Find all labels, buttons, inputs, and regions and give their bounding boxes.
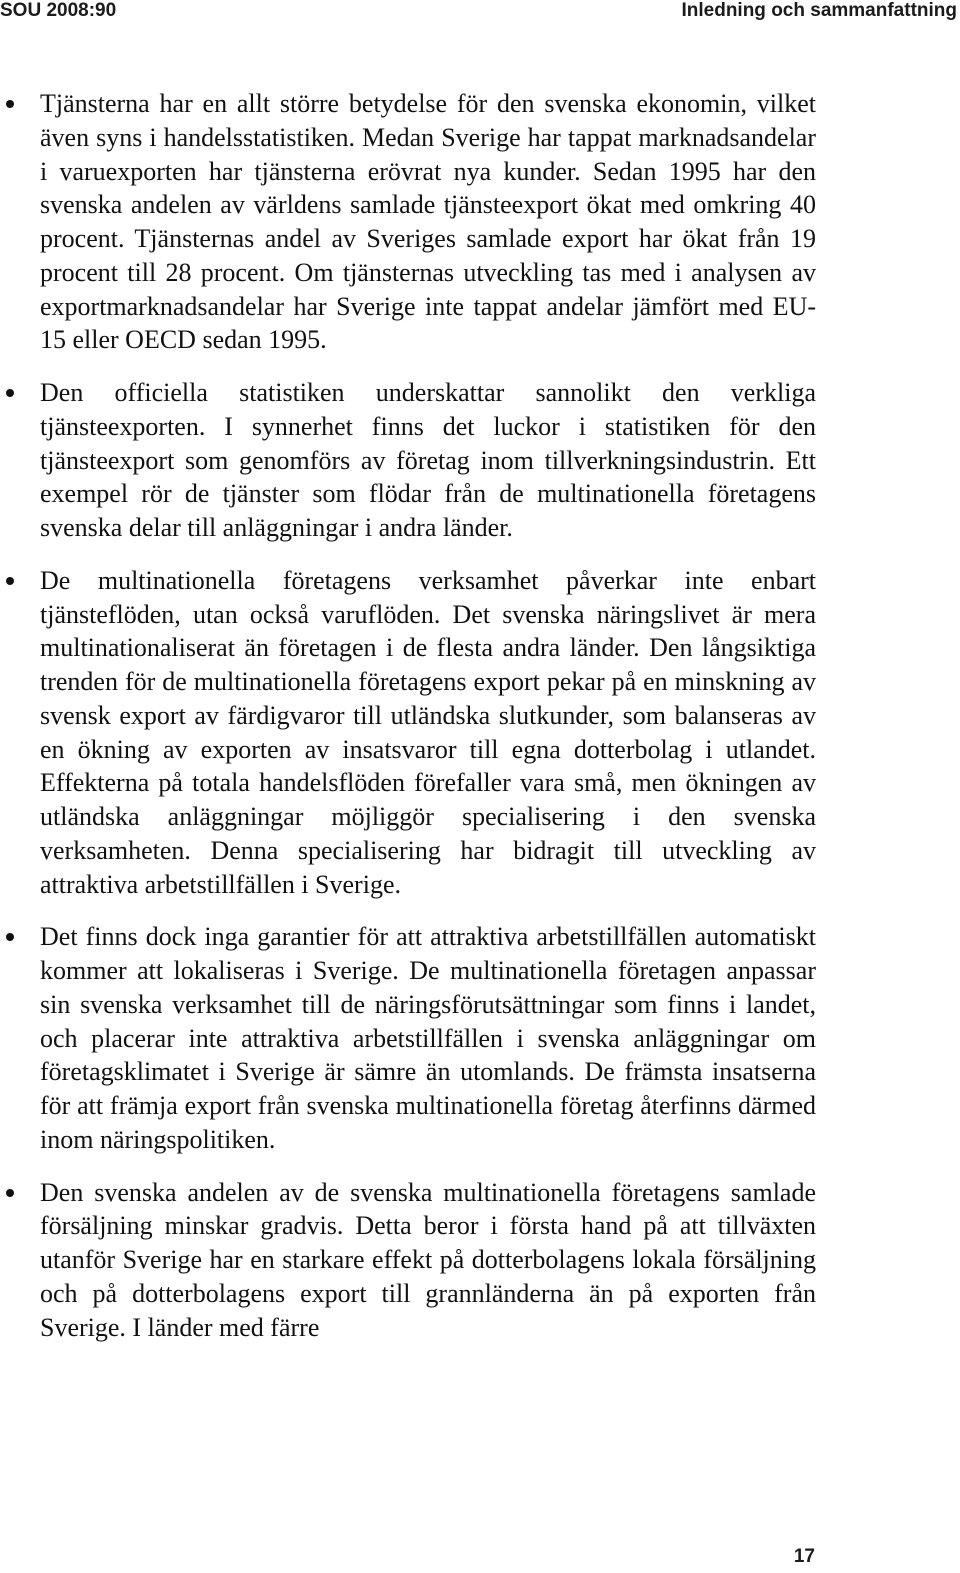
bullet-icon [6, 933, 14, 941]
bullet-item-4 [40, 920, 816, 1156]
bullet-text: Det finns dock inga garantier för att attraktiva arbetstillfällen automatiskt kommer att lokaliseras i Sverige. De multinationella företagen anpassar sin svenska verksamhet till de näringsförutsättningar som finns i landet, och placerar inte attraktiva arbetstillfällen i svenska anläggningar om företagsklimatet i Sverige är sämre än utomlands. De främsta insatserna för att främja export från svenska multinationella företag återfinns därmed inom näringspolitiken. [40, 922, 816, 1154]
bullet-icon [6, 100, 14, 108]
bullet-text: Den svenska andelen av de svenska multinationella företagens samlade försäljning minskar gradvis. Detta beror i första hand på att tillväxten utanför Sverige har en starkare effekt på dotterbolagens lokala försäljning och på dotterbolagens export till grannländerna än på exporten från Sverige. I länder med färre [40, 1177, 816, 1342]
running-header [0, 0, 960, 30]
bullet-item-3 [40, 564, 816, 902]
bullet-item-2 [40, 376, 816, 545]
bullet-icon [6, 1189, 14, 1197]
bullet-text: Den officiella statistiken underskattar sannolikt den verkliga tjänsteexporten. I synnerhet finns det luckor i statistiken för den tjänsteexport som genomförs av företag inom tillverkningsindustrin. Ett exempel rör de tjänster som flödar från de multinationella företagens svenska delar till anläggningar i andra länder. [40, 378, 816, 542]
page-number: 17 [793, 1546, 815, 1567]
bullet-item-5 [40, 1176, 816, 1345]
bullet-text: De multinationella företagens verksamhet påverkar inte enbart tjänsteflöden, utan också varuflöden. Det svenska näringslivet är mera multinationaliserat än företagen i de flesta andra länder. Den långsiktiga trenden för de multinationella företagens export pekar på en minskning av svensk export av färdigvaror till utländska slutkunder, som balanseras av en ökning av exporten av insatsvaror till egna dotterbolag i utlandet. Effekterna på totala handelsflöden förefaller vara små, men ökningen av utländska anläggningar möjliggör specialisering i den svenska verksamheten. Denna specialisering har bidragit till utveckling av attraktiva arbetstillfällen i Sverige. [40, 565, 816, 899]
bullet-icon [6, 389, 14, 397]
bullet-text: Tjänsterna har en allt större betydelse för den svenska ekonomin, vilket även syns i handelsstatistiken. Medan Sverige har tappat marknadsandelar i varuexporten har tjänsterna erövrat nya kunder. Sedan 1995 har den svenska andelen av världens samlade tjänsteexport ökat med omkring 40 procent. Tjänsternas andel av Sveriges samlade export har ökat från 19 procent till 28 procent. Om tjänsternas utveckling tas med i analysen av exportmarknadsandelar har Sverige inte tappat andelar jämfört med EU-15 eller OECD sedan 1995. [40, 89, 816, 355]
bullet-icon [6, 577, 14, 585]
bullet-list [40, 87, 816, 1344]
report-number: SOU 2008:90 [0, 0, 117, 21]
chapter-title: Inledning och sammanfattning [681, 0, 957, 21]
bullet-item-1 [40, 87, 816, 357]
